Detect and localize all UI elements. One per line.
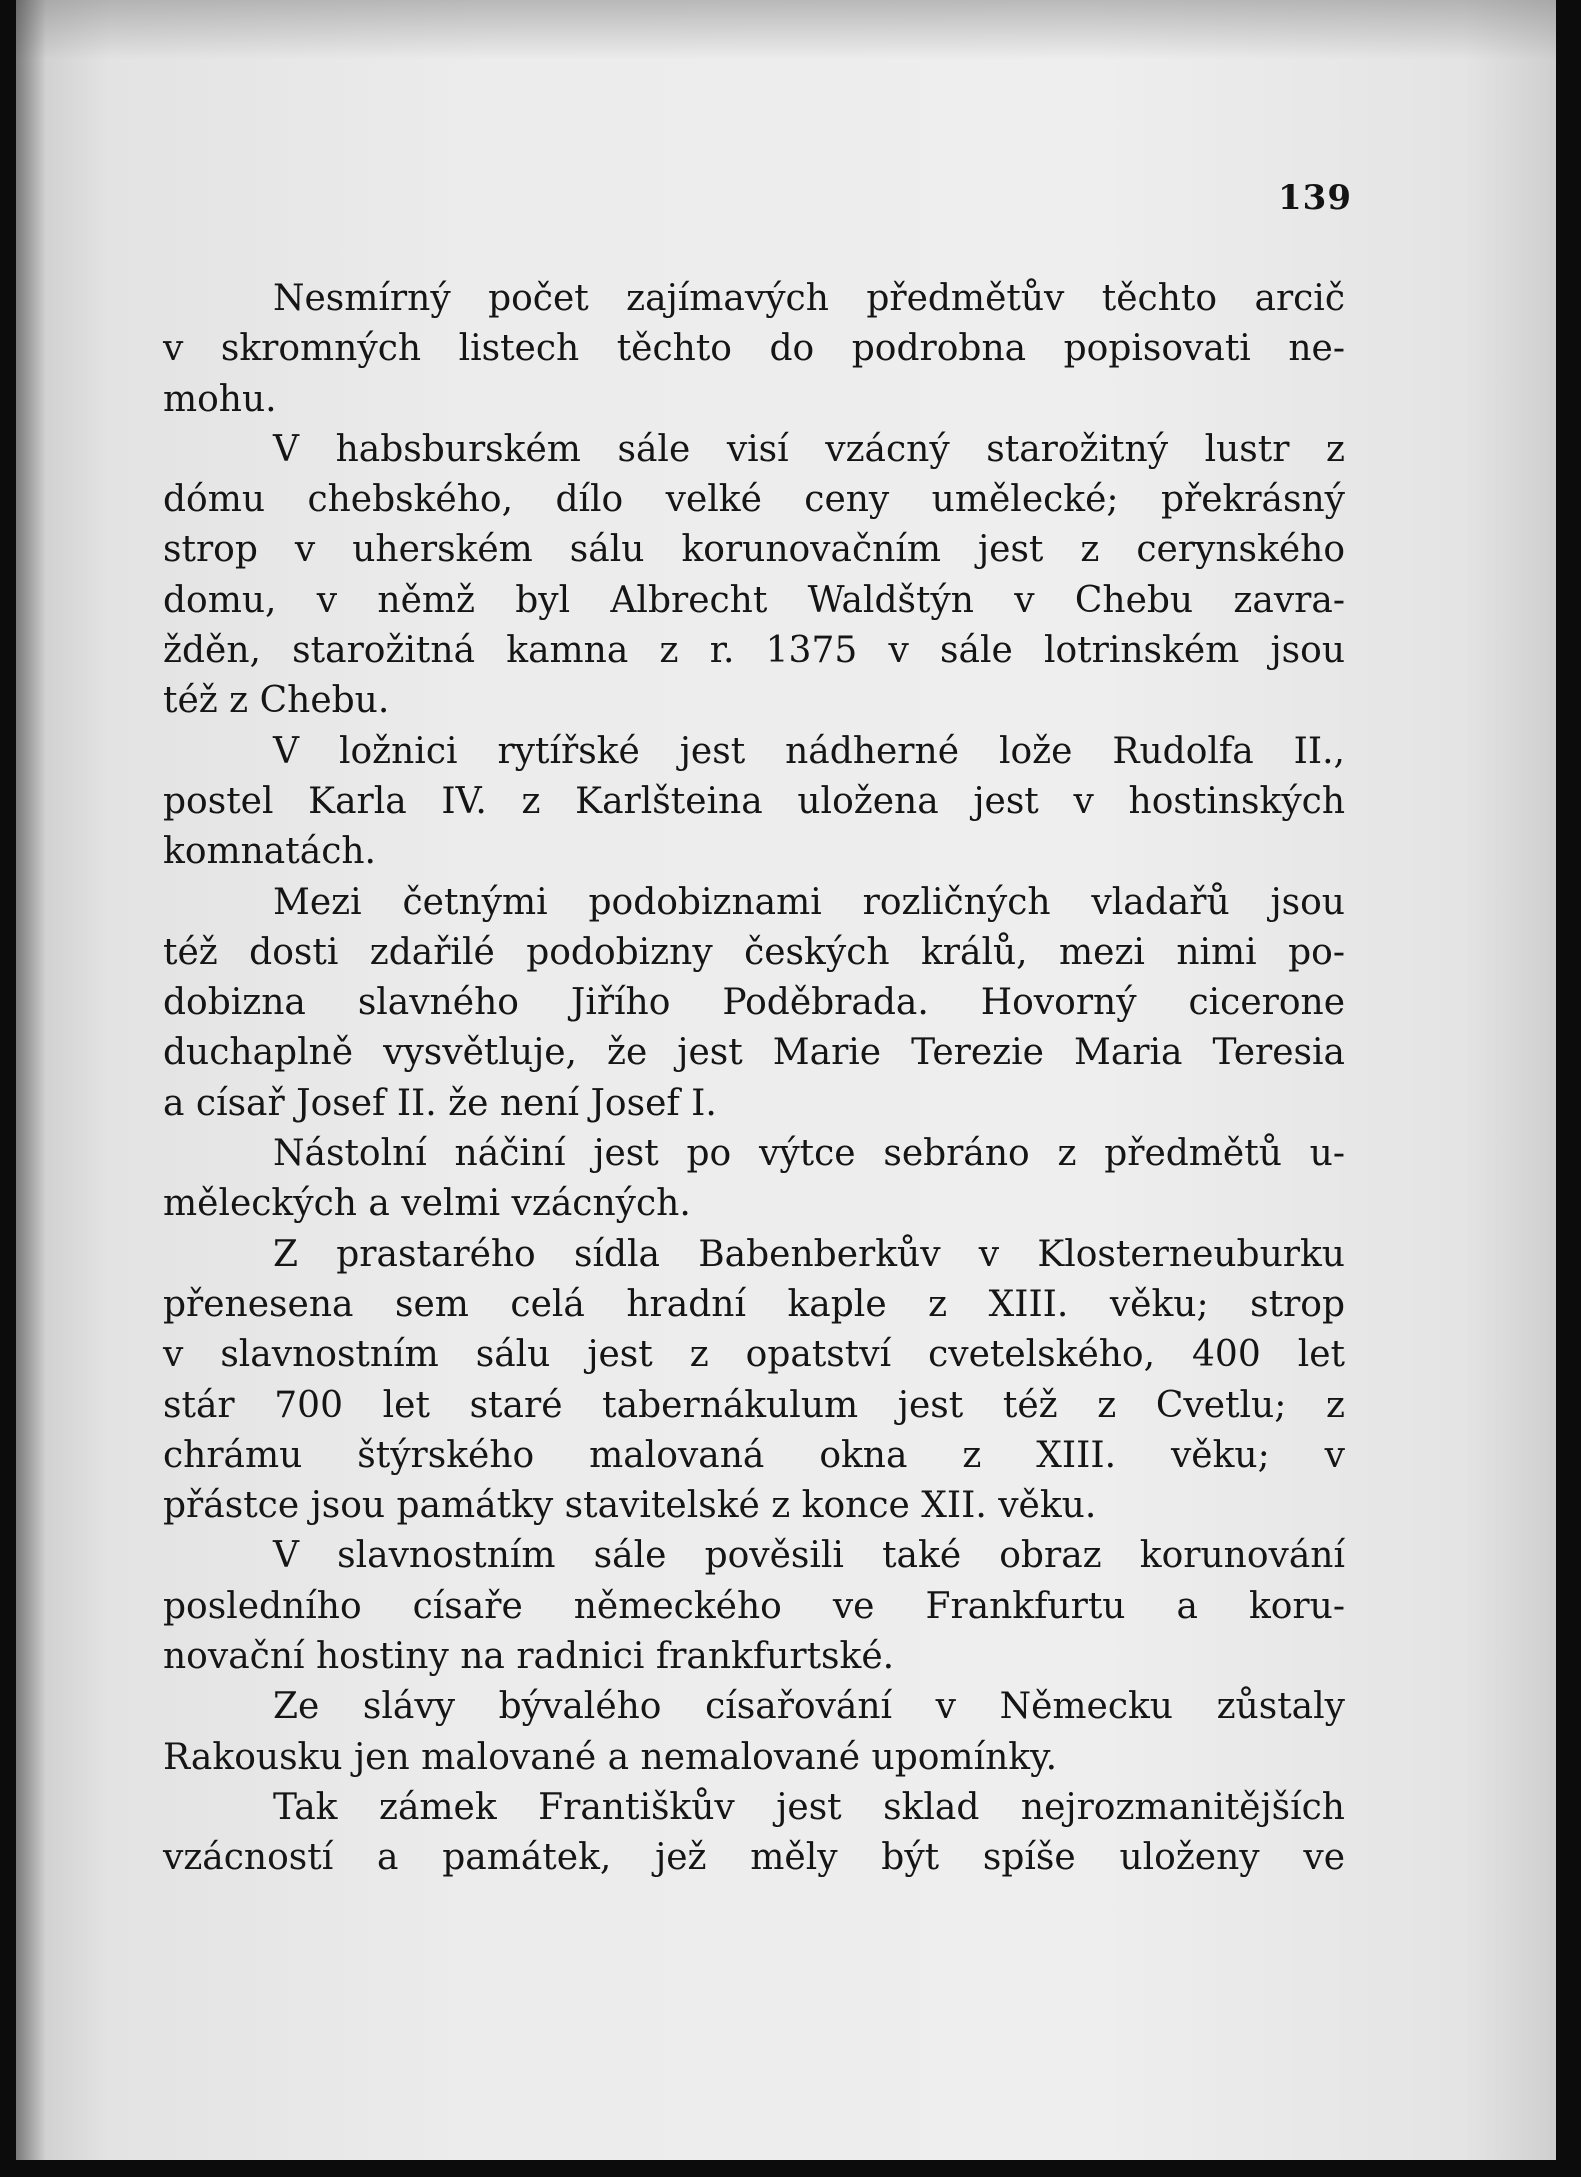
text-line: měleckých a velmi vzácných. [163, 1183, 691, 1225]
text-line: Ze slávy bývalého císařování v Německu zůstaly [273, 1686, 1345, 1728]
page-top-shadow [16, 0, 1556, 60]
text-line: Mezi četnými podobiznami rozličných vladařů jsou [273, 881, 1345, 923]
text-line: dobizna slavného Jiřího Poděbrada. Hovorný cicerone [163, 982, 1345, 1024]
text-line: novační hostiny na radnici frankfurtské. [163, 1636, 895, 1678]
text-line: dómu chebského, dílo velké ceny umělecké; překrásný [163, 479, 1345, 521]
text-line: přástce jsou památky stavitelské z konce XII. věku. [163, 1485, 1097, 1527]
text-line: žděn, starožitná kamna z r. 1375 v sále lotrinském jsou [163, 630, 1345, 672]
text-line: strop v uherském sálu korunovačním jest z cerynského [163, 529, 1345, 571]
text-line: V habsburském sále visí vzácný starožitný lustr z [273, 428, 1345, 470]
body-text [163, 274, 1345, 1884]
book-page [16, 0, 1556, 2160]
text-line: a císař Josef II. že není Josef I. [163, 1082, 717, 1124]
text-line: Rakousku jen malované a nemalované upomínky. [163, 1736, 1058, 1778]
text-line: též dosti zdařilé podobizny českých králů, mezi nimi po- [163, 931, 1345, 973]
text-line: chrámu štýrského malovaná okna z XIII. věku; v [163, 1434, 1345, 1476]
text-line: duchaplně vysvětluje, že jest Marie Terezie Maria Teresia [163, 1032, 1345, 1074]
text-line: v skromných listech těchto do podrobna popisovati ne- [163, 328, 1345, 370]
text-line: domu, v němž byl Albrecht Waldštýn v Chebu zavra- [163, 579, 1345, 621]
text-line: postel Karla IV. z Karlšteina uložena jest v hostinských [163, 780, 1345, 822]
text-line: mohu. [163, 378, 277, 420]
page-gutter-shadow [16, 0, 46, 2160]
text-line: Tak zámek Františkův jest sklad nejrozmanitějších [273, 1786, 1345, 1828]
text-line: V ložnici rytířské jest nádherné lože Rudolfa II., [273, 730, 1345, 772]
text-line: Nástolní náčiní jest po výtce sebráno z předmětů u- [273, 1133, 1345, 1175]
text-line: Nesmírný počet zajímavých předmětův těchto arcič [273, 278, 1345, 319]
text-line: též z Chebu. [163, 680, 390, 722]
text-line: přenesena sem celá hradní kaple z XIII. věku; strop [163, 1283, 1345, 1325]
text-line: v slavnostním sálu jest z opatství cvetelského, 400 let [163, 1334, 1345, 1376]
page-number: 139 [1278, 178, 1352, 218]
text-line: V slavnostním sále pověsili také obraz korunování [273, 1535, 1345, 1577]
text-line: komnatách. [163, 831, 376, 873]
text-line: Z prastarého sídla Babenberkův v Klosterneuburku [273, 1233, 1345, 1275]
text-line: posledního císaře německého ve Frankfurtu a koru- [163, 1585, 1345, 1627]
text-line: vzácností a památek, jež měly být spíše uloženy ve [163, 1837, 1345, 1879]
text-line: stár 700 let staré tabernákulum jest též z Cvetlu; z [163, 1384, 1345, 1426]
